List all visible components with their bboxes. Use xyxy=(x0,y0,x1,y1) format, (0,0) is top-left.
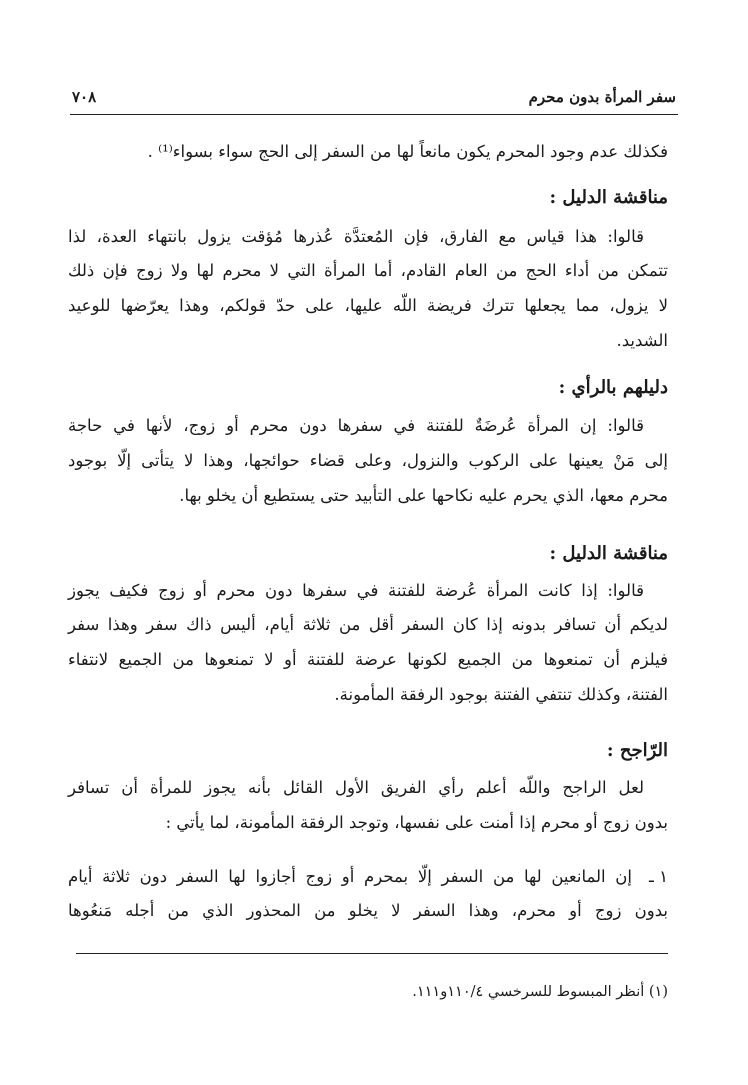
section-heading: مناقشة الدليل : xyxy=(549,543,668,564)
body-line: الفتنة، وكذلك تنتفي الفتنة بوجود الرفقة المأمونة. xyxy=(334,685,668,704)
page-number: ٧٠٨ xyxy=(72,88,97,106)
section-heading: مناقشة الدليل : xyxy=(549,187,668,208)
list-item-line: إن المانعين لها من السفر إلّا بمحرم أو زوج أجازوا لها السفر دون ثلاثة أيام xyxy=(68,867,632,886)
list-item-number: ١ ـ xyxy=(649,867,668,886)
body-line: فكذلك عدم وجود المحرم يكون مانعاً لها من السفر إلى الحج سواء بسواء⁽¹⁾ . xyxy=(147,142,668,161)
body-line: تتمكن من أداء الحج من العام القادم، أما المرأة التي لا محرم لها ولا زوج فإن ذلك xyxy=(68,261,668,280)
section-heading: الرّاجح : xyxy=(606,740,668,761)
page-header xyxy=(70,86,678,115)
body-line: لعل الراجح واللّه أعلم رأي الفريق الأول القائل بأنه يجوز للمرأة أن تسافر xyxy=(68,778,644,797)
body-line: لا يزول، مما يجعلها تترك فريضة اللّه عليها، على حدّ قولكم، وهذا يعرّضها للوعيد xyxy=(68,296,668,315)
running-title: سفر المرأة بدون محرم xyxy=(528,88,676,106)
footnote: (١) أنظر المبسوط للسرخسي ١١٠/٤و١١١. xyxy=(412,984,668,1000)
body-line: محرم معها، الذي يحرم عليه نكاحها على التأبيد حتى يستطيع أن يخلو بها. xyxy=(179,486,668,505)
body-line: قالوا: هذا قياس مع الفارق، فإن المُعتدَّة عُذرها مُؤقت يزول بانتهاء العدة، لذا xyxy=(68,227,644,246)
body-line: لديكم أن تسافر بدونه إذا كان السفر أقل من ثلاثة أيام، أليس ذاك سفر وهذا سفر xyxy=(68,615,668,634)
body-line: قالوا: إن المرأة عُرضَةٌ للفتنة في سفرها دون محرم أو زوج، لأنها في حاجة xyxy=(68,416,644,435)
body-line: إلى مَنْ يعينها على الركوب والنزول، وعلى قضاء حوائجها، وهذا لا يتأتى إلّا بوجود xyxy=(68,451,668,470)
list-item-line: بدون زوج أو محرم، وهذا السفر لا يخلو من المحذور الذي من أجله مَنعُوها xyxy=(68,901,668,920)
body-line: بدون زوج أو محرم إذا أمنت على نفسها، وتوجد الرفقة المأمونة، لما يأتي : xyxy=(165,813,668,832)
body-line: الشديد. xyxy=(616,331,668,350)
body-line: فيلزم أن تمنعوها من الجميع لكونها عرضة للفتنة أو لا تمنعوها من الجميع لانتفاء xyxy=(68,650,668,669)
section-heading: دليلهم بالرأي : xyxy=(558,377,668,398)
footnote-separator xyxy=(76,953,668,954)
body-line: قالوا: إذا كانت المرأة عُرضة للفتنة في سفرها دون محرم أو زوج فكيف يجوز xyxy=(68,581,644,600)
